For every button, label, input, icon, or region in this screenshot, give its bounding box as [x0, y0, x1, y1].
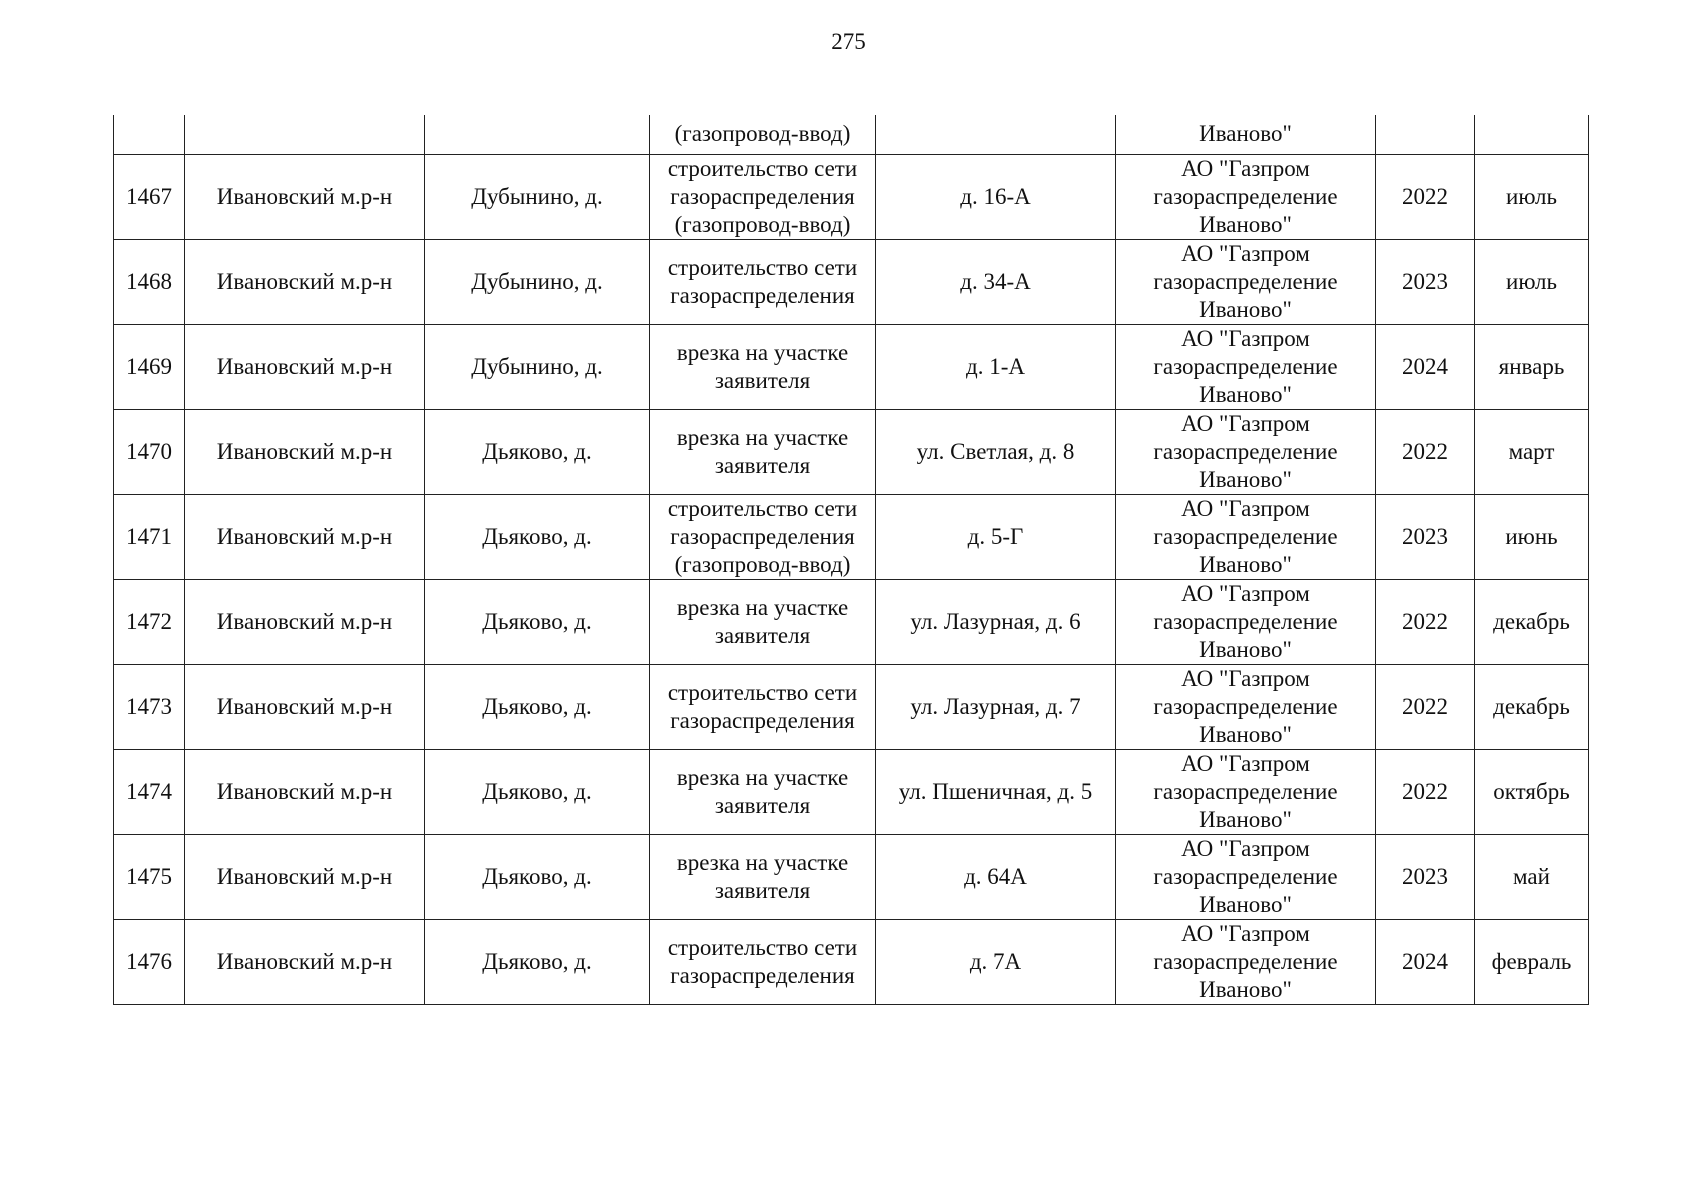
table-row: [114, 579, 1589, 664]
cell-district: Ивановский м.р-н: [185, 834, 425, 919]
cell-number: [114, 115, 185, 154]
cell-number: 1474: [114, 749, 185, 834]
cell-address: ул. Лазурная, д. 6: [876, 579, 1116, 664]
cell-district: Ивановский м.р-н: [185, 494, 425, 579]
cell-work-type: врезка на участке заявителя: [650, 749, 876, 834]
cell-address: д. 34-А: [876, 239, 1116, 324]
cell-month: март: [1475, 409, 1589, 494]
cell-organization: Иваново": [1116, 115, 1376, 154]
cell-district: Ивановский м.р-н: [185, 749, 425, 834]
cell-district: Ивановский м.р-н: [185, 919, 425, 1004]
cell-address: д. 1-А: [876, 324, 1116, 409]
cell-month: июль: [1475, 239, 1589, 324]
cell-year: 2022: [1376, 579, 1475, 664]
cell-settlement: Дубынино, д.: [425, 239, 650, 324]
cell-address: д. 64А: [876, 834, 1116, 919]
cell-work-type: (газопровод-ввод): [650, 115, 876, 154]
cell-district: Ивановский м.р-н: [185, 239, 425, 324]
cell-organization: АО "Газпром газораспределение Иваново": [1116, 409, 1376, 494]
cell-settlement: [425, 115, 650, 154]
table-row: [114, 834, 1589, 919]
table-row: [114, 664, 1589, 749]
cell-settlement: Дьяково, д.: [425, 834, 650, 919]
cell-work-type: врезка на участке заявителя: [650, 409, 876, 494]
cell-month: октябрь: [1475, 749, 1589, 834]
cell-month: январь: [1475, 324, 1589, 409]
cell-work-type: врезка на участке заявителя: [650, 324, 876, 409]
cell-number: 1470: [114, 409, 185, 494]
cell-district: Ивановский м.р-н: [185, 154, 425, 239]
cell-organization: АО "Газпром газораспределение Иваново": [1116, 239, 1376, 324]
cell-number: 1467: [114, 154, 185, 239]
cell-settlement: Дьяково, д.: [425, 579, 650, 664]
cell-number: 1475: [114, 834, 185, 919]
table-row: [114, 239, 1589, 324]
cell-district: [185, 115, 425, 154]
cell-address: д. 5-Г: [876, 494, 1116, 579]
cell-month: июль: [1475, 154, 1589, 239]
cell-work-type: строительство сети газораспределения: [650, 239, 876, 324]
cell-month: [1475, 115, 1589, 154]
cell-year: 2023: [1376, 494, 1475, 579]
cell-settlement: Дьяково, д.: [425, 919, 650, 1004]
table-row: [114, 749, 1589, 834]
cell-year: 2022: [1376, 749, 1475, 834]
cell-address: д. 7А: [876, 919, 1116, 1004]
cell-year: [1376, 115, 1475, 154]
cell-address: д. 16-А: [876, 154, 1116, 239]
continuation-row: [114, 115, 1589, 154]
cell-number: 1471: [114, 494, 185, 579]
table-row: [114, 324, 1589, 409]
cell-organization: АО "Газпром газораспределение Иваново": [1116, 749, 1376, 834]
cell-organization: АО "Газпром газораспределение Иваново": [1116, 494, 1376, 579]
cell-district: Ивановский м.р-н: [185, 579, 425, 664]
table-row: [114, 494, 1589, 579]
cell-address: ул. Лазурная, д. 7: [876, 664, 1116, 749]
cell-year: 2024: [1376, 919, 1475, 1004]
cell-work-type: строительство сети газораспределения (газопровод-ввод): [650, 494, 876, 579]
table-row: [114, 919, 1589, 1004]
cell-settlement: Дьяково, д.: [425, 664, 650, 749]
cell-month: декабрь: [1475, 664, 1589, 749]
cell-district: Ивановский м.р-н: [185, 324, 425, 409]
table-body: [114, 115, 1589, 1004]
cell-settlement: Дубынино, д.: [425, 154, 650, 239]
cell-year: 2023: [1376, 239, 1475, 324]
cell-organization: АО "Газпром газораспределение Иваново": [1116, 154, 1376, 239]
cell-number: 1469: [114, 324, 185, 409]
cell-year: 2022: [1376, 409, 1475, 494]
cell-organization: АО "Газпром газораспределение Иваново": [1116, 664, 1376, 749]
cell-number: 1468: [114, 239, 185, 324]
cell-district: Ивановский м.р-н: [185, 664, 425, 749]
cell-organization: АО "Газпром газораспределение Иваново": [1116, 919, 1376, 1004]
cell-month: февраль: [1475, 919, 1589, 1004]
cell-settlement: Дьяково, д.: [425, 409, 650, 494]
cell-settlement: Дьяково, д.: [425, 494, 650, 579]
cell-month: декабрь: [1475, 579, 1589, 664]
page-number: 275: [831, 29, 866, 54]
cell-work-type: строительство сети газораспределения: [650, 664, 876, 749]
cell-address: ул. Светлая, д. 8: [876, 409, 1116, 494]
cell-year: 2022: [1376, 154, 1475, 239]
cell-year: 2024: [1376, 324, 1475, 409]
cell-settlement: Дьяково, д.: [425, 749, 650, 834]
table-row: [114, 154, 1589, 239]
cell-work-type: врезка на участке заявителя: [650, 579, 876, 664]
cell-month: июнь: [1475, 494, 1589, 579]
cell-number: 1472: [114, 579, 185, 664]
cell-number: 1473: [114, 664, 185, 749]
cell-year: 2023: [1376, 834, 1475, 919]
cell-settlement: Дубынино, д.: [425, 324, 650, 409]
cell-district: Ивановский м.р-н: [185, 409, 425, 494]
cell-year: 2022: [1376, 664, 1475, 749]
cell-month: май: [1475, 834, 1589, 919]
cell-organization: АО "Газпром газораспределение Иваново": [1116, 579, 1376, 664]
cell-organization: АО "Газпром газораспределение Иваново": [1116, 834, 1376, 919]
cell-work-type: строительство сети газораспределения: [650, 919, 876, 1004]
cell-address: [876, 115, 1116, 154]
cell-work-type: строительство сети газораспределения (газопровод-ввод): [650, 154, 876, 239]
cell-work-type: врезка на участке заявителя: [650, 834, 876, 919]
cell-number: 1476: [114, 919, 185, 1004]
cell-address: ул. Пшеничная, д. 5: [876, 749, 1116, 834]
cell-organization: АО "Газпром газораспределение Иваново": [1116, 324, 1376, 409]
table-row: [114, 409, 1589, 494]
gas-connection-table: [113, 115, 1589, 1005]
